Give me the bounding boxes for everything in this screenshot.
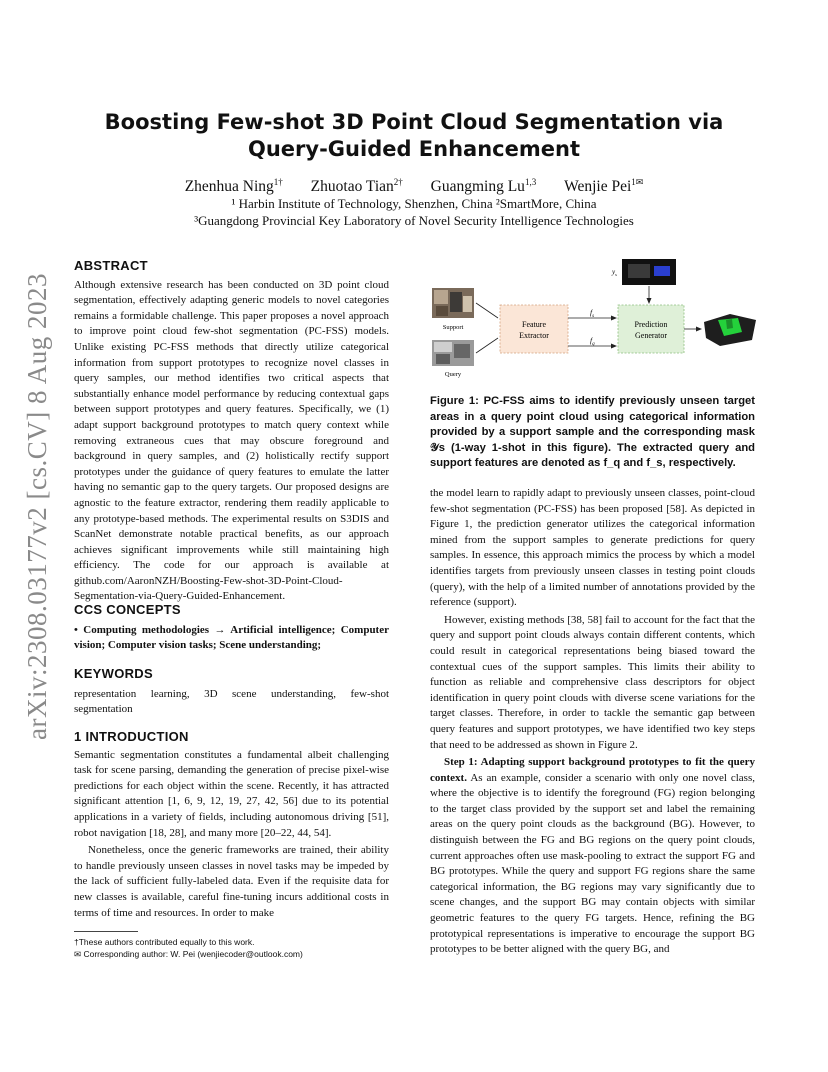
author-list [90, 177, 738, 196]
feature-extractor-box [500, 305, 568, 353]
support-image [432, 288, 474, 318]
figure-1-caption: Figure 1: PC-FSS aims to identify previously unseen target areas in a query point cloud using categorical information provided by a support sample and the corresponding mask 𝒴s (1-way 1-shot in this figure). The extracted query and support features are denoted as f_q and f_s, respectively. [430, 395, 755, 470]
author: Wenjie Pei$^{1✉}$ [564, 177, 644, 196]
extractor-label-2: Extractor [519, 331, 549, 340]
step-1-heading: Step 1: Adapting support background prototypes to fit the query context. [430, 756, 755, 784]
affiliation-line-2: ³Guangdong Provincial Key Laboratory of Novel Security Intelligence Technologies [194, 213, 634, 228]
keywords-section [74, 666, 389, 718]
author: Zhenhua Ning$^{1\dagger}$ [184, 177, 283, 196]
generator-label-1: Prediction [634, 320, 668, 329]
step-1-text: As an example, consider a scenario with only one novel class, where the objective is to identify the foreground (FG) region belonging to the target class provided by the support set and label the remaining areas on the query point clouds as the background (BG). However, to distinguish between the FG and BG regions on the query point clouds, current approaches often use mask-pooling to extract the support FG and BG prototypes. While the query and support FG regions share the same categorical information, the BG regions may vary significantly due to scene changes, and the support BG may contain objects with similar geometric features to the query FG targets. Hence, refining the BG prototypical representations is imperative to encourage the support BG prototypes to be better aligned with the query BG, and [430, 771, 755, 956]
arxiv-stamp: arXiv:2308.03177v2 [cs.CV] 8 Aug 2023 [22, 273, 52, 740]
figure-1-diagram [430, 256, 760, 380]
support-label: Support [442, 324, 464, 331]
fs-label: $f_s$ [590, 308, 595, 319]
prediction-generator-box [618, 305, 684, 353]
generator-label-2: Generator [635, 331, 667, 340]
intro-heading: 1 INTRODUCTION [74, 729, 189, 744]
abstract-section [74, 258, 389, 605]
keywords-text: representation learning, 3D scene understanding, few-shot segmentation [74, 687, 389, 716]
ccs-heading: CCS CONCEPTS [74, 602, 181, 617]
abstract-text: Although extensive research has been conducted on 3D point cloud segmentation, effectively adapting generic models to novel categories remains a formidable challenge. This paper proposes a novel approach to improve point cloud few-shot segmentation (PC-FSS) models. Unlike existing PC-FSS methods that directly utilize categorical information from support prototypes to recognize novel classes in query samples, our method identifies two critical aspects that substantially enhance model performance by reducing contextual gaps between support prototypes and query features. Specifically, we (1) adapt support background prototypes to match query context while removing extraneous cues that may obscure foreground and background in query samples, and (2) holistically rectify support prototypes under the guidance of query features to emulate the latter having no semantic gap to the query targets. Our proposed designs are agnostic to the feature extractor, rendering them readily applicable to any prototype-based methods. The experimental results on S3DIS and ScanNet demonstrate notable practical benefits, as our approach achieves significant improvements while still maintaining high efficiency. The code for our approach is available at github.com/AaronNZH/Boosting-Few-shot-3D-Point-Cloud-Segmentation-via-Query-Guided-Enhancement. [74, 278, 389, 603]
ccs-section [74, 602, 389, 654]
author: Zhuotao Tian$^{2\dagger}$ [310, 177, 403, 196]
prediction-output-image [704, 314, 756, 346]
title-line-2: Query-Guided Enhancement [248, 137, 580, 161]
footnote-1: †These authors contributed equally to this work. [74, 937, 255, 947]
abstract-heading: ABSTRACT [74, 258, 148, 273]
extractor-label-1: Feature [522, 320, 546, 329]
intro-paragraph-2: Nonetheless, once the generic frameworks are trained, their ability to handle previously unseen classes in novel tasks may be impeded by the lack of sufficient fully-labeled data. Even if the requisite data for new classes is available, careful fine-tuning incurs additional costs in terms of time and resources. In order to make [74, 844, 389, 919]
query-label: Query [444, 371, 462, 378]
ys-label: $y_s$ [612, 268, 617, 277]
right-paragraph-3 [430, 755, 755, 958]
right-paragraph-1: the model learn to rapidly adapt to previously unseen classes, point-cloud few-shot segmentation (PC-FSS) has been proposed [58]. As depicted in Figure 1, the prediction generator utilizes the categorical information mined from the support samples to generate predictions for query samples. In essence, this approach mimics the process by which a model identifies targets from previously unseen classes in testing point clouds (query), with the help of a limited number of annotations provided by the reference (support). [430, 487, 755, 609]
paper-title [90, 109, 738, 163]
keywords-heading: KEYWORDS [74, 666, 153, 681]
footnote-rule [74, 931, 138, 932]
title-line-1: Boosting Few-shot 3D Point Cloud Segmentation via [104, 110, 724, 134]
introduction-section [74, 729, 389, 921]
footnote-2: ✉ Corresponding author: W. Pei (wenjiecoder@outlook.com) [74, 949, 303, 959]
right-column-body [430, 486, 755, 958]
right-paragraph-2: However, existing methods [38, 58] fail to account for the fact that the query and support point clouds always contain different contents, which could result in categorical representations being biased toward the contextual cues of the support samples. This limits their ability to function as reliable and comprehensive class descriptors for object identification in query point clouds with diverse scene variations for the target classes. Therefore, in order to tackle the semantic gap between query features and support prototypes, we have identified two key steps that need to be addressed as shown in Figure 2. [430, 613, 755, 751]
query-image [432, 340, 474, 366]
intro-paragraph-1: Semantic segmentation constitutes a fundamental albeit challenging task for scene parsing, demanding the generation of precise pixel-wise predictions for each object within the scene. Recently, it has attracted significant attention [1, 6, 9, 12, 19, 27, 42, 56] due to its potential applications in a variety of fields, including autonomous driving [51], robot navigation [18, 28], and many more [20–22, 44, 54]. [74, 748, 389, 839]
affiliation-line-1: ¹ Harbin Institute of Technology, Shenzhen, China ²SmartMore, China [231, 196, 597, 211]
ccs-text: • Computing methodologies → Artificial intelligence; Computer vision; Computer vision tasks; Scene understanding; [74, 623, 389, 652]
fq-label: $f_q$ [590, 336, 595, 347]
author: Guangming Lu$^{1,3}$ [430, 177, 537, 196]
